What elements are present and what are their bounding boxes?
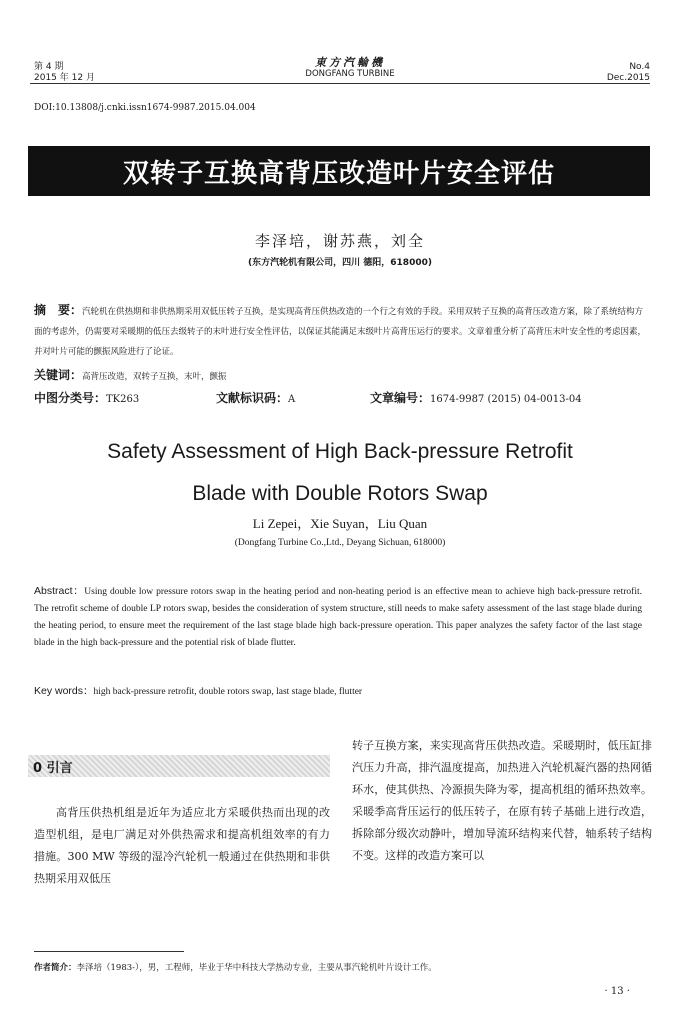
article-value: 1674-9987 (2015) 04-0013-04 (430, 394, 582, 405)
title-en-line1: Safety Assessment of High Back-pressure Retrofit (107, 440, 573, 463)
keywords-cn-label: 关键词： (34, 368, 83, 382)
section-heading: 0 引言 (33, 761, 73, 776)
clc-number (34, 389, 139, 406)
abstract-en-text: Using double low pressure rotors swap in the heating period and non-heating period is an effective mean to achieve high back-pressure retrofit. The retrofit scheme of double LP rotors swap, besides the consideration of system structure, still needs to make safety assessment of the last stage blade during the heating period, to ensure meet the requirement of the last stage blade high back-pressure operation. This paper analyzes the safety factor of the last stage blade in the high back-pressure and the potential risk of blade flutter. (34, 587, 642, 648)
keywords-en (34, 683, 642, 698)
authors-en: Li Zepei，Xie Suyan，Liu Quan (252, 516, 428, 531)
journal-name-en: DONGFANG TURBINE (305, 69, 395, 79)
footnote-rule (34, 951, 184, 952)
header-rule (30, 83, 650, 84)
header-right (607, 62, 650, 84)
date-cn: 2015 年 12 月 (34, 73, 95, 83)
abstract-en (34, 583, 642, 652)
issue-cn: 第 4 期 (34, 62, 64, 72)
footnote-text: 李泽培（1983-），男，工程师，毕业于华中科技大学热动专业，主要从事汽轮机叶片设计工作。 (76, 963, 437, 973)
doc-label: 文献标识码： (216, 391, 289, 405)
article-label: 文章编号： (370, 391, 431, 405)
author-footnote (34, 961, 650, 973)
body-column-right: 转子互换方案，来实现高背压供热改造。采暖期时，低压缸排汽压力升高，排汽温度提高，加热进入汽轮机凝汽器的热网循环水，使其供热、冷源损失降为零，提高机组的循环热效率。采暖季高背压运行的低压转子，在原有转子基础上进行改造，拆除部分级次动静叶，增加导流环结构来代替，轴系转子结构不变。这样的改造方案可以 (352, 739, 652, 862)
title-banner (28, 146, 650, 196)
abstract-cn (34, 300, 650, 362)
body-column-left: 高背压供热机组是近年为适应北方采暖供热而出现的改造型机组，是电厂满足对外供热需求和提高机组效率的有力措施。300 MW 等级的湿冷汽轮机一般通过在供热期和非供热期采用双低压 (34, 806, 330, 885)
article-number (370, 389, 582, 406)
doi[interactable]: DOI:10.13808/j.cnki.issn1674-9987.2015.04.004 (34, 103, 256, 113)
abstract-cn-label: 摘 要： (34, 303, 83, 317)
clc-label: 中图分类号： (34, 391, 107, 405)
keywords-en-label: Key words： (34, 685, 94, 697)
abstract-cn-text: 汽轮机在供热期和非供热期采用双低压转子互换，是实现高背压供热改造的一个行之有效的手段。采用双转子互换的高背压改造方案，除了系统结构方面的考虑外，仍需要对采暖期的低压去级转子的末叶进行安全性评估，以保证其能满足末级叶片高背压运行的要求。文章着重分析了高背压末叶安全性的考虑因素，并对叶片可能的颤振风险进行了论证。 (34, 307, 647, 357)
journal-name-cn: 東方汽輪機 (315, 56, 385, 69)
doc-value: A (288, 394, 296, 405)
header-left (34, 62, 95, 84)
keywords-cn-text: 高背压改造，双转子互换，末叶，颤振 (82, 372, 227, 382)
journal-masthead (260, 56, 440, 80)
affiliation-cn: (东方汽轮机有限公司，四川 德阳，618000) (248, 258, 432, 268)
title-cn: 双转子互换高背压改造叶片安全评估 (122, 158, 555, 189)
issue-en: No.4 (629, 62, 650, 72)
clc-value: TK263 (106, 394, 140, 405)
affiliation-en: (Dongfang Turbine Co.,Ltd., Deyang Sichuan, 618000) (234, 538, 446, 548)
section-heading-bar (28, 755, 330, 777)
keywords-cn (34, 366, 650, 383)
title-en-line2: Blade with Double Rotors Swap (192, 482, 488, 505)
doc-code (216, 389, 295, 406)
date-en: Dec.2015 (606, 73, 650, 83)
page-number: · 13 · (604, 986, 630, 997)
authors-cn: 李泽培，谢苏燕，刘全 (254, 232, 425, 250)
keywords-en-text: high back-pressure retrofit, double rotors swap, last stage blade, flutter (93, 687, 363, 697)
abstract-en-label: Abstract： (34, 585, 85, 597)
footnote-label: 作者简介： (34, 963, 77, 973)
